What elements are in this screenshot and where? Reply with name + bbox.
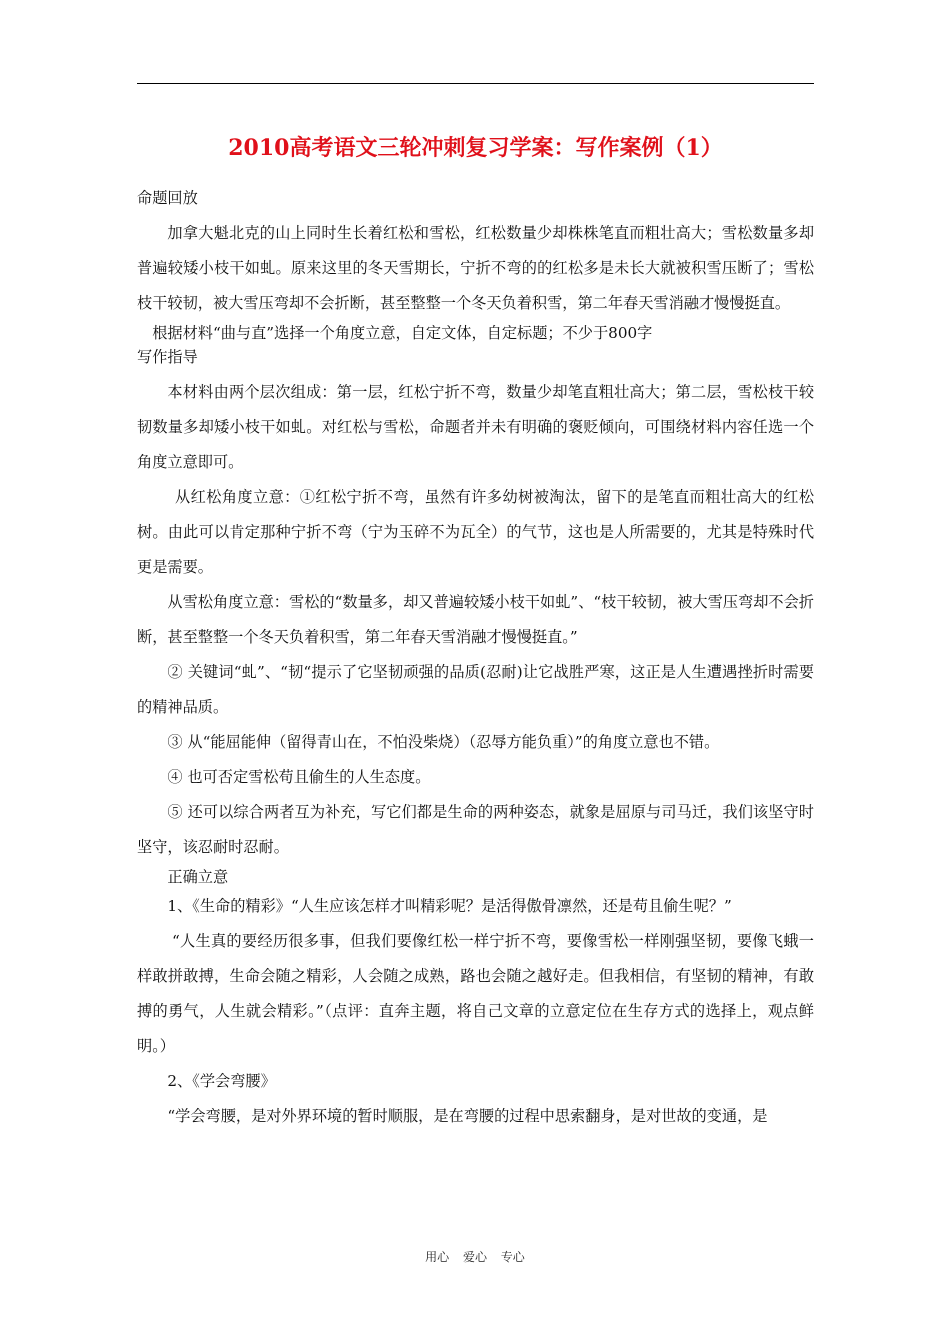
guidance-point-2: ② 关键词“虬”、“韧“提示了它坚韧顽强的品质(忍耐)让它战胜严寒，这正是人生遭遇挫折时需要的精神品质。 xyxy=(137,663,814,716)
section-heading-correct-theme: 正确立意 xyxy=(167,868,229,886)
example-2-excerpt: “学会弯腰，是对外界环境的暂时顺服，是在弯腰的过程中思索翻身，是对世故的变通，是 xyxy=(167,1107,768,1125)
guidance-point-5: ⑤ 还可以综合两者互为补充，写它们都是生命的两种姿态，就象是屈原与司马迁，我们该坚守时坚守，该忍耐时忍耐。 xyxy=(137,803,814,856)
page-footer: 用心 爱心 专心 xyxy=(425,1250,525,1264)
document-title: 2010高考语文三轮冲刺复习学案：写作案例（1） xyxy=(228,135,723,161)
section-heading-guidance: 写作指导 xyxy=(137,348,198,366)
prompt-requirement-paragraph: 根据材料“曲与直”选择一个角度立意，自定文体，自定标题；不少于800字 xyxy=(152,324,653,342)
guidance-paragraph-red-pine: 从红松角度立意：①红松宁折不弯，虽然有许多幼树被淘汰，留下的是笔直而粗壮高大的红松树。由此可以肯定那种宁折不弯（宁为玉碎不为瓦全）的气节，这也是人所需要的，尤其是特殊时代更是需要。 xyxy=(137,488,814,576)
guidance-paragraph-cedar: 从雪松角度立意：雪松的“数量多，却又普遍较矮小枝干如虬”、“枝干较韧，被大雪压弯却不会折断，甚至整整一个冬天负着积雪，第二年春天雪消融才慢慢挺直。” xyxy=(137,593,814,646)
document-body xyxy=(137,186,814,1134)
guidance-paragraph-structure: 本材料由两个层次组成：第一层，红松宁折不弯，数量少却笔直粗壮高大；第二层，雪松枝干较韧数量多却矮小枝干如虬。对红松与雪松，命题者并未有明确的褒贬倾向，可围绕材料内容任选一个角度立意即可。 xyxy=(137,383,814,471)
example-2-title: 2、《学会弯腰》 xyxy=(167,1072,276,1090)
example-1-title: 1、《生命的精彩》“人生应该怎样才叫精彩呢？是活得傲骨凛然，还是苟且偷生呢？” xyxy=(167,897,732,915)
header-rule xyxy=(137,83,814,84)
example-1-excerpt: “人生真的要经历很多事，但我们要像红松一样宁折不弯，要像雪松一样刚强坚韧，要像飞蛾一样敢拼敢搏，生命会随之精彩，人会随之成熟，路也会随之越好走。但我相信，有坚韧的精神，有敢搏的勇气，人生就会精彩。”（点评：直奔主题，将自己文章的立意定位在生存方式的选择上，观点鲜明。） xyxy=(137,932,814,1055)
guidance-point-3: ③ 从“能屈能伸（留得青山在，不怕没柴烧）（忍辱方能负重）”的角度立意也不错。 xyxy=(167,733,720,751)
section-heading-prompt: 命题回放 xyxy=(137,189,198,207)
prompt-material-paragraph: 加拿大魁北克的山上同时生长着红松和雪松，红松数量少却株株笔直而粗壮高大；雪松数量多却普遍较矮小枝干如虬。原来这里的冬天雪期长，宁折不弯的的红松多是未长大就被积雪压断了；雪松枝干较韧，被大雪压弯却不会折断，甚至整整一个冬天负着积雪，第二年春天雪消融才慢慢挺直。 xyxy=(137,224,814,312)
guidance-point-4: ④ 也可否定雪松苟且偷生的人生态度。 xyxy=(167,768,431,786)
